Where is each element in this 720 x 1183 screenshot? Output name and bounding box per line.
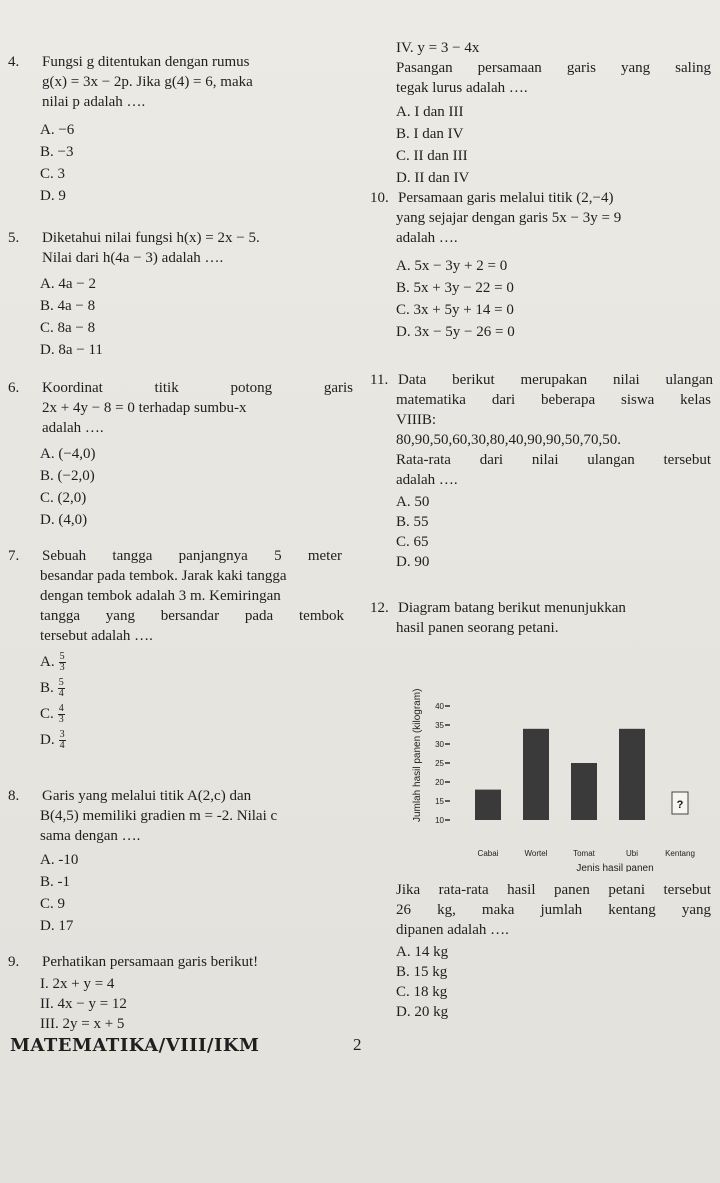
fraction: $\frac{5}{3}$ xyxy=(59,651,65,674)
question-text: adalah …. xyxy=(396,472,458,488)
question-text: 2x + 4y − 8 = 0 terhadap sumbu-x xyxy=(42,400,247,416)
option-b: B. 55 xyxy=(396,514,429,530)
fraction: $\frac{3}{4}$ xyxy=(59,729,65,752)
option-c: C. (2,0) xyxy=(40,490,87,506)
question-5 xyxy=(8,228,353,358)
option-d: D. 3x − 5y − 26 = 0 xyxy=(396,324,515,340)
category-label: Kentang xyxy=(665,849,695,858)
equation-4: IV. y = 3 − 4x xyxy=(396,40,480,56)
bar-tomat xyxy=(571,763,597,820)
x-axis-label: Jenis hasil panen xyxy=(576,863,654,872)
option-d: D. 90 xyxy=(396,554,430,570)
page-number: 2 xyxy=(353,1035,362,1054)
category-label: Tomat xyxy=(573,849,595,858)
question-text: Jika rata-rata hasil panen petani tersebut xyxy=(396,882,711,898)
option-c: C. 18 kg xyxy=(396,984,448,1000)
option-a: A. 5x − 3y + 2 = 0 xyxy=(396,258,508,274)
question-number: 4. xyxy=(8,54,20,70)
question-text: g(x) = 3x − 2p. Jika g(4) = 6, maka xyxy=(42,74,253,90)
equation-1: I. 2x + y = 4 xyxy=(40,976,115,992)
equation-2: II. 4x − y = 12 xyxy=(40,996,127,1012)
y-tick-label: 20 xyxy=(435,778,444,787)
question-text: Diketahui nilai fungsi h(x) = 2x − 5. xyxy=(42,230,260,246)
option-a: A. $\frac{5}{3}$ xyxy=(40,651,65,674)
question-text: matematika dari beberapa siswa kelas xyxy=(396,392,711,408)
y-tick-label: 35 xyxy=(435,721,444,730)
y-tick-label: 40 xyxy=(435,702,444,711)
footer-subject: MATEMATIKA/VIII/IKM xyxy=(10,1035,260,1056)
option-d: D. II dan IV xyxy=(396,170,470,186)
question-6 xyxy=(8,378,353,528)
option-a: A. I dan III xyxy=(396,104,464,120)
option-d: D. 17 xyxy=(40,918,74,934)
question-8 xyxy=(8,786,353,934)
option-b: B. 15 kg xyxy=(396,964,448,980)
question-text: Persamaan garis melalui titik (2,−4) xyxy=(398,190,614,206)
y-tick-label: 15 xyxy=(435,797,444,806)
question-11 xyxy=(370,370,715,570)
question-number: 10. xyxy=(370,190,389,206)
question-text: Nilai dari h(4a − 3) adalah …. xyxy=(42,250,224,266)
fraction: $\frac{5}{4}$ xyxy=(58,677,64,700)
option-d: D. 8a − 11 xyxy=(40,342,103,358)
left-column xyxy=(8,0,353,1183)
question-text: tangga yang bersandar pada tembok xyxy=(40,608,344,624)
option-b: B. $\frac{5}{4}$ xyxy=(40,677,64,700)
option-a: A. 14 kg xyxy=(396,944,449,960)
option-c: C. 3x + 5y + 14 = 0 xyxy=(396,302,514,318)
question-text: besandar pada tembok. Jarak kaki tangga xyxy=(40,568,287,584)
question-12-continued xyxy=(396,880,711,1022)
option-b: B. -1 xyxy=(40,874,70,890)
question-text: dipanen adalah …. xyxy=(396,922,509,938)
question-text: nilai p adalah …. xyxy=(42,94,146,110)
option-c: C. 8a − 8 xyxy=(40,320,96,336)
question-10 xyxy=(370,188,715,340)
fraction: $\frac{4}{3}$ xyxy=(58,703,64,726)
question-text: B(4,5) memiliki gradien m = -2. Nilai c xyxy=(40,808,278,824)
question-text: adalah …. xyxy=(42,420,104,436)
question-text: sama dengan …. xyxy=(40,828,141,844)
option-c: C. 9 xyxy=(40,896,66,912)
question-12 xyxy=(370,598,715,636)
option-d: D. 20 kg xyxy=(396,1004,449,1020)
question-number: 7. xyxy=(8,548,20,564)
question-9-continued xyxy=(396,38,711,188)
option-c: C. 3 xyxy=(40,166,66,182)
question-text: dengan tembok adalah 3 m. Kemiringan xyxy=(40,588,281,604)
question-7 xyxy=(8,546,353,752)
option-c: C. $\frac{4}{3}$ xyxy=(40,703,64,726)
question-text: 26 kg, maka jumlah kentang yang xyxy=(396,902,711,918)
question-number: 5. xyxy=(8,230,20,246)
question-text: VIIIB: xyxy=(396,412,436,428)
category-label: Wortel xyxy=(524,849,548,858)
question-text: tegak lurus adalah …. xyxy=(396,80,528,96)
option-d: D. $\frac{3}{4}$ xyxy=(40,729,65,752)
question-text: Perhatikan persamaan garis berikut! xyxy=(42,954,259,970)
option-c: C. 65 xyxy=(396,534,429,550)
question-number: 6. xyxy=(8,380,20,396)
question-text: Garis yang melalui titik A(2,c) dan xyxy=(42,788,252,804)
option-a: A. 4a − 2 xyxy=(40,276,96,292)
question-number: 12. xyxy=(370,600,389,616)
question-text: Pasangan persamaan garis yang saling xyxy=(396,60,711,76)
question-number: 8. xyxy=(8,788,20,804)
question-text: Fungsi g ditentukan dengan rumus xyxy=(42,54,250,70)
option-b: B. −3 xyxy=(40,144,74,160)
y-tick-label: 10 xyxy=(435,816,444,825)
unknown-value-label: ? xyxy=(676,799,684,811)
question-number: 9. xyxy=(8,954,20,970)
question-text: Diagram batang berikut menunjukkan xyxy=(398,600,626,616)
category-label: Ubi xyxy=(625,849,639,858)
question-text: 80,90,50,60,30,80,40,90,90,50,70,50. xyxy=(396,432,621,448)
question-text: yang sejajar dengan garis 5x − 3y = 9 xyxy=(396,210,622,226)
option-a: A. (−4,0) xyxy=(40,446,96,462)
option-b: B. (−2,0) xyxy=(40,468,95,484)
y-axis-label: Jumlah hasil panen (kilogram) xyxy=(412,688,423,822)
bar-ubi xyxy=(619,729,645,820)
option-c: C. II dan III xyxy=(396,148,468,164)
question-text: Sebuah tangga panjangnya 5 meter xyxy=(42,548,342,564)
option-a: A. 50 xyxy=(396,494,430,510)
question-text: hasil panen seorang petani. xyxy=(396,620,559,636)
question-text: tersebut adalah …. xyxy=(40,628,153,644)
question-9 xyxy=(8,952,353,1032)
question-4 xyxy=(8,52,353,204)
option-d: D. (4,0) xyxy=(40,512,88,528)
question-text: Koordinat titik potong garis xyxy=(42,380,353,396)
option-a: A. −6 xyxy=(40,122,75,138)
option-b: B. 4a − 8 xyxy=(40,298,96,314)
y-tick-label: 25 xyxy=(435,759,444,768)
equation-3: III. 2y = x + 5 xyxy=(40,1016,125,1032)
question-text: Data berikut merupakan nilai ulangan xyxy=(398,372,713,388)
option-d: D. 9 xyxy=(40,188,66,204)
question-text: adalah …. xyxy=(396,230,458,246)
question-number: 11. xyxy=(370,372,389,388)
y-tick-label: 30 xyxy=(435,740,444,749)
question-text: Rata-rata dari nilai ulangan tersebut xyxy=(396,452,711,468)
option-a: A. -10 xyxy=(40,852,79,868)
option-b: B. I dan IV xyxy=(396,126,464,142)
bar-cabai xyxy=(475,790,501,820)
right-column xyxy=(370,0,715,1183)
bar-chart xyxy=(410,640,720,872)
category-label: Cabai xyxy=(477,849,499,858)
option-b: B. 5x + 3y − 22 = 0 xyxy=(396,280,514,296)
bar-wortel xyxy=(523,729,549,820)
